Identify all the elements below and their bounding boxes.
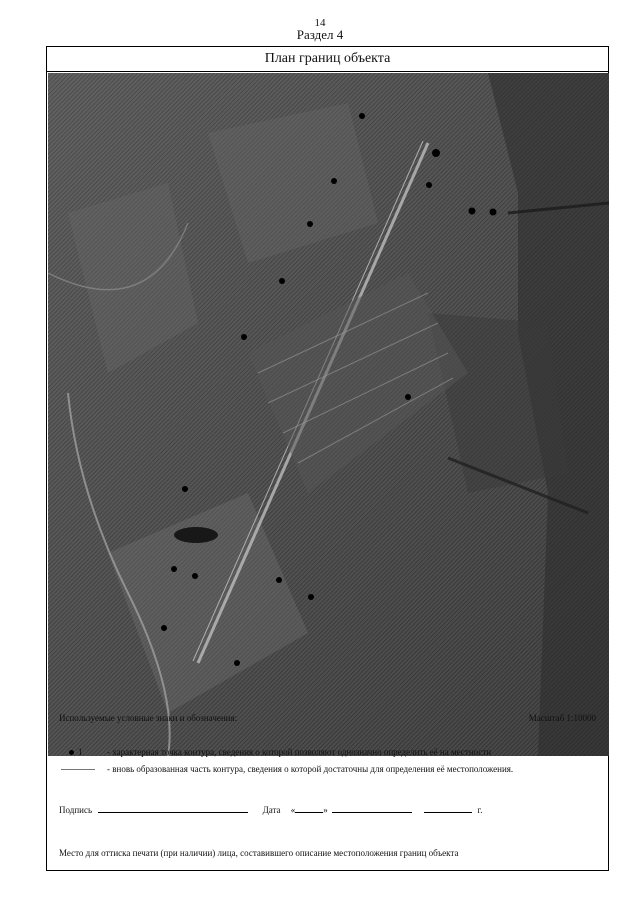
date-label: Дата — [262, 805, 281, 815]
map-scale: Масштаб 1:10000 — [528, 713, 596, 723]
signature-line[interactable] — [98, 804, 248, 813]
date-open-quote: « — [290, 805, 296, 815]
legend-title: Используемые условные знаки и обозначения: — [59, 713, 238, 723]
legend-point-number: 1 — [78, 747, 83, 757]
legend-line-text: - вновь образованная часть контура, сведения о которой достаточны для определения её местоположения. — [107, 764, 514, 774]
boundary-line-icon — [61, 769, 95, 770]
aerial-map — [48, 73, 609, 756]
date-close-quote: » — [323, 805, 328, 815]
date-year-line[interactable] — [424, 804, 472, 813]
aerial-map-image — [48, 73, 609, 756]
section-title: Раздел 4 — [296, 27, 344, 42]
year-suffix: г. — [477, 805, 483, 815]
legend-point-text: - характерная точка контура, сведения о которой позволяют однозначно определить её на местности — [107, 747, 492, 757]
stamp-note: Место для оттиска печати (при наличии) лица, составившего описание местоположения границ объекта — [59, 848, 459, 858]
page-number: 14 — [314, 17, 326, 29]
date-day-line[interactable] — [295, 804, 323, 813]
signature-row — [59, 804, 599, 816]
plan-frame — [46, 46, 609, 871]
legend-point-symbol — [59, 747, 107, 758]
plan-title: План границ объекта — [47, 47, 608, 72]
legend-line-symbol — [59, 764, 107, 775]
signature-label: Подпись — [59, 805, 93, 815]
point-icon — [69, 750, 74, 755]
date-month-line[interactable] — [332, 804, 412, 813]
